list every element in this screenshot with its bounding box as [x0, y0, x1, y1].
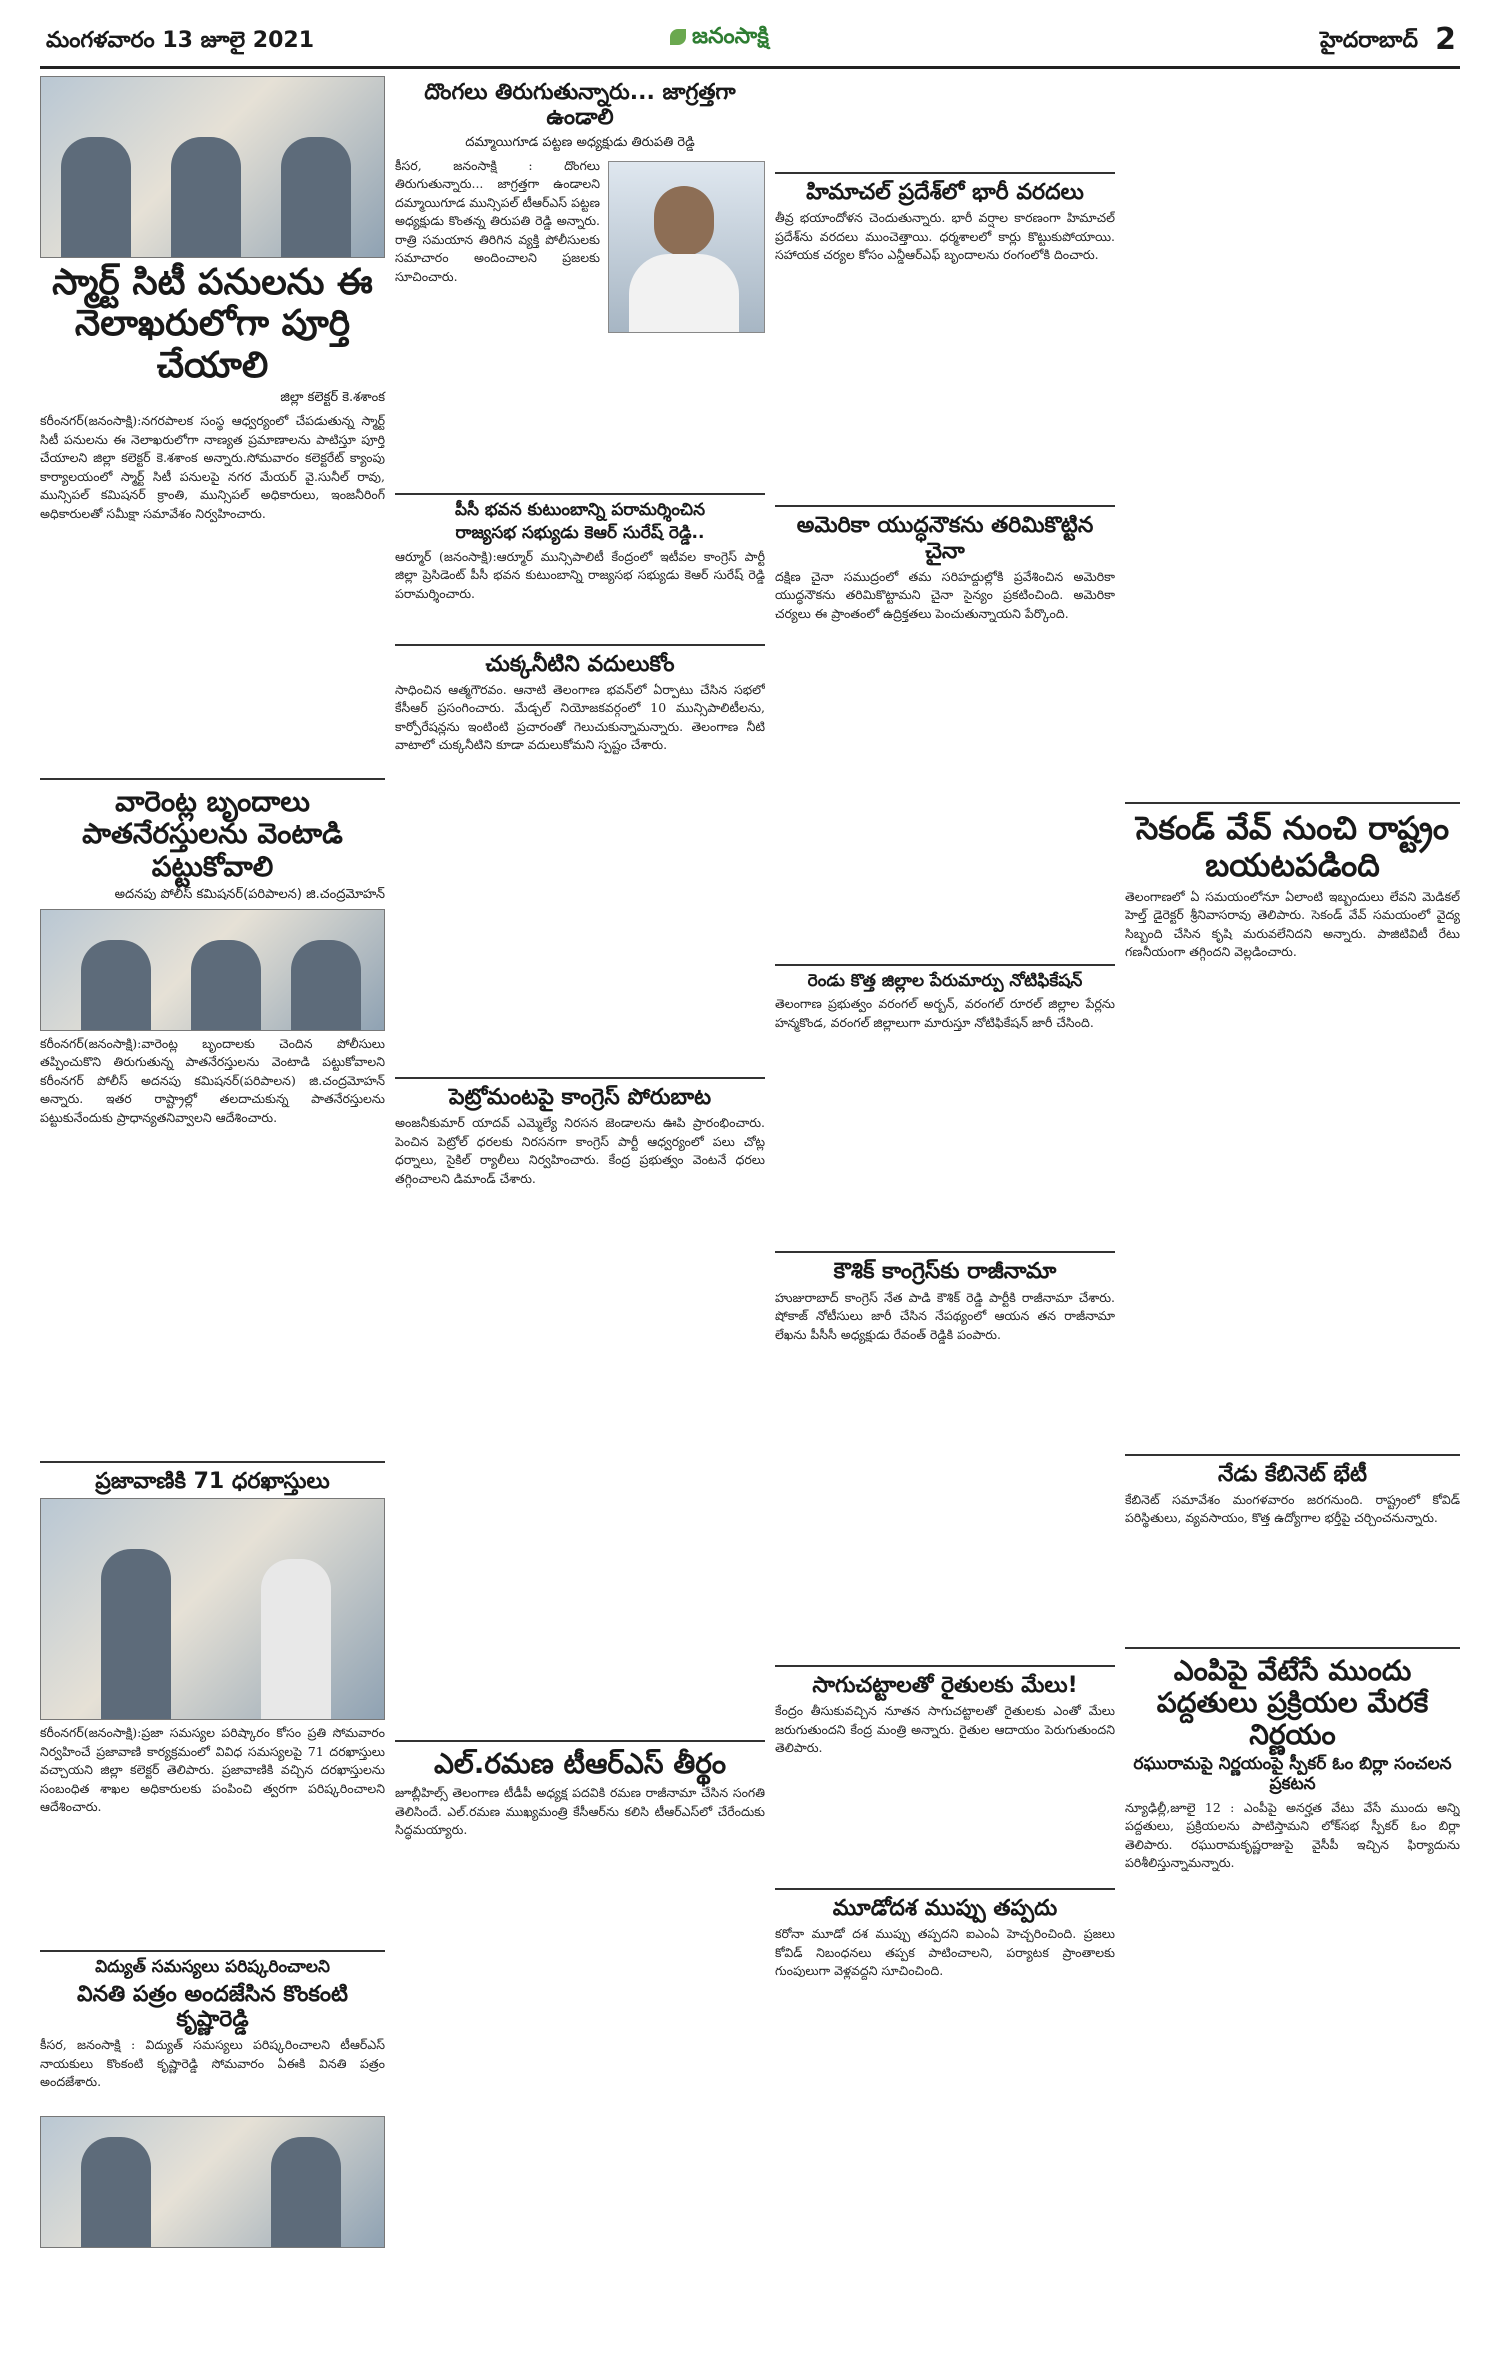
page-number: 2	[1435, 22, 1456, 57]
headline: స్మార్ట్ సిటీ పనులను ఈ నెలాఖరులోగా పూర్తి చేయాలి	[52, 262, 373, 386]
article-body: తెలంగాణలో ఏ సమయంలోనూ ఏలాంటి ఇబ్బందులు లేవని మెడికల్ హెల్త్ డైరెక్టర్ శ్రీనివాసరావు తెలిపారు. సెకండ్ వేవ్ సమయంలో వైద్య సిబ్బంది చేసిన కృషి మరువలేనిదని అన్నారు. పాజిటివిటీ రేటు గణనీయంగా తగ్గిందని వెల్లడించారు.	[1125, 888, 1460, 960]
subheadline: రఘురామపై నిర్ణయంపై స్పీకర్ ఓం బిర్లా సంచలన ప్రకటన	[1133, 1754, 1452, 1794]
headline: సెకండ్ వేవ్ నుంచి రాష్ట్రం బయటపడింది	[1135, 809, 1450, 884]
article-body: కేబినెట్ సమావేశం మంగళవారం జరగనుంది. రాష్ట్రంలో కోవిడ్ పరిస్థితులు, వ్యవసాయం, కొత్త ఉద్యోగాల భర్తీపై చర్చించనున్నారు.	[1125, 1491, 1460, 1526]
column-1	[40, 76, 385, 2248]
headline: విద్యుత్ సమస్యలు పరిష్కరించాలని	[95, 1957, 330, 1978]
byline: దమ్మాయిగూడ పట్టణ అధ్యక్షుడు తిరుపతి రెడ్డి	[465, 134, 695, 150]
headline: మూడోదశ ముప్పు తప్పదు	[832, 1896, 1058, 1922]
edition-city: హైదరాబాద్	[1320, 28, 1418, 53]
article-body: సాధించిన ఆత్మగౌరవం. ఆనాటి తెలంగాణ భవన్‌లో ఏర్పాటు చేసిన సభలో కేసీఆర్ ప్రసంగించారు. మేడ్చల్ నియోజకవర్గంలో 10 మున్సిపాలిటీలను, కార్పోరేషన్లను ఇంటింటి ప్రచారంతో గెలుచుకున్నామన్నారు. తెలంగాణ నీటి వాటాలో చుక్కనీటిని కూడా వదులుకోమని స్పష్టం చేశారు.	[395, 681, 765, 753]
article-body: ఆర్మూర్ (జనంసాక్షి):ఆర్మూర్ మున్సిపాలిటీ కేంద్రంలో ఇటీవల కాంగ్రెస్ పార్టీ జిల్లా ప్రెసిడెంట్ పీసీ భవన కుటుంబాన్ని రాజ్యసభ సభ్యుడు కెఆర్ సురేష్ రెడ్డి పరామర్శించారు.	[395, 548, 765, 601]
headline: దొంగలు తిరుగుతున్నారు... జాగ్రత్తగా ఉండాలి	[424, 80, 736, 131]
article-photo	[40, 909, 385, 1031]
portrait-photo	[608, 161, 765, 333]
masthead	[40, 18, 1460, 69]
issue-date: మంగళవారం 13 జూలై 2021	[46, 28, 315, 53]
article-body: కేంద్రం తీసుకువచ్చిన నూతన సాగుచట్టాలతో రైతులకు ఎంతో మేలు జరుగుతుందని కేంద్ర మంత్రి అన్నారు. రైతుల ఆదాయం పెరుగుతుందని తెలిపారు.	[775, 1703, 1115, 1756]
article-body: తెలంగాణ ప్రభుత్వం వరంగల్ అర్బన్, వరంగల్ రూరల్ జిల్లాల పేర్లను హన్మకొండ, వరంగల్ జిల్లాలుగా మారుస్తూ నోటిఫికేషన్ జారీ చేసింది.	[775, 996, 1115, 1030]
article-photo	[40, 76, 385, 258]
article-body: కరోనా మూడో దశ ముప్పు తప్పదని ఐఎంఏ హెచ్చరించింది. ప్రజలు కోవిడ్ నిబంధనలు తప్పక పాటించాలని, పర్యాటక ప్రాంతాలకు గుంపులుగా వెళ్లవద్దని సూచించింది.	[775, 1926, 1115, 1979]
headline: ప్రజావాణికి 71 ధరఖాస్తులు	[95, 1468, 330, 1494]
article-body: కీసర, జనంసాక్షి : విద్యుత్ సమస్యలు పరిష్కరించాలని టీఆర్ఎస్ నాయకులు కొంకంటి కృష్ణారెడ్డి సోమవారం ఏఈకి వినతి పత్రం అందజేశారు.	[40, 2037, 385, 2090]
article-photo	[40, 1498, 385, 1720]
article-body: తీవ్ర భయాందోళన చెందుతున్నారు. భారీ వర్షాల కారణంగా హిమాచల్ ప్రదేశ్‌ను వరదలు ముంచెత్తాయి. ధర్మశాలలో కార్లు కొట్టుకుపోయాయి. సహాయక చర్యల కోసం ఎన్డీఆర్ఎఫ్ బృందాలను రంగంలోకి దించారు.	[775, 210, 1115, 263]
article-body-continued	[775, 76, 1115, 166]
column-2	[395, 76, 765, 2034]
byline: అదనపు పోలీస్ కమిషనర్(పరిపాలన) జి.చంద్రమోహన్	[114, 886, 385, 902]
headline: వారెంట్ల బృందాలు పాతనేరస్తులను వెంటాడి పట్టుకోవాలి	[82, 785, 343, 883]
byline: జిల్లా కలెక్టర్ కె.శశాంక	[280, 390, 385, 406]
article-body: కరీంనగర్(జనంసాక్షి):ప్రజా సమస్యల పరిష్కారం కోసం ప్రతి సోమవారం నిర్వహించే ప్రజావాణి కార్యక్రమంలో వివిధ సమస్యలపై 71 దరఖాస్తులు వచ్చాయని జిల్లా కలెక్టర్ తెలిపారు. ప్రజావాణికి వచ్చిన దరఖాస్తులను సంబంధిత శాఖల అధికారులకు పంపించి త్వరగా పరిష్కరించాలని ఆదేశించారు.	[40, 1725, 385, 1815]
headline: చుక్కనీటిని వదులుకోం	[485, 651, 675, 677]
article-body: జూబ్లీహిల్స్ తెలంగాణ టీడీపీ అధ్యక్ష పదవికి రమణ రాజీనామా చేసిన సంగతి తెలిసిందే. ఎల్.రమణ ముఖ్యమంత్రి కేసీఆర్‌ను కలిసి టీఆర్ఎస్‌లో చేరేందుకు సిద్ధమయ్యారు.	[395, 1785, 765, 1838]
article-body: హుజురాబాద్ కాంగ్రెస్ నేత పాడి కౌశిక్ రెడ్డి పార్టీకి రాజీనామా చేశారు. షోకాజ్ నోటీసులు జారీ చేసిన నేపథ్యంలో ఆయన తన రాజీనామా లేఖను పీసీసీ అధ్యక్షుడు రేవంత్ రెడ్డికి పంపారు.	[775, 1289, 1115, 1342]
article-body-continued	[1125, 76, 1460, 796]
headline: సాగుచట్టాలతో రైతులకు మేలు!	[812, 1672, 1078, 1698]
headline: పీసీ భవన కుటుంబాన్ని పరామర్శించిన	[454, 499, 706, 520]
headline: కౌశిక్ కాంగ్రెస్‌కు రాజీనామా	[833, 1259, 1057, 1285]
headline: హిమాచల్ ప్రదేశ్‌లో భారీ వరదలు	[806, 180, 1084, 205]
paper-logo	[670, 24, 769, 54]
article-body: కీసర, జనంసాక్షి : దొంగలు తిరుగుతున్నారు... జాగ్రత్తగా ఉండాలని దమ్మాయిగూడ మున్సిపల్ టీఆర్ఎస్ పట్టణ అధ్యక్షుడు కొంతన్న తిరుపతి రెడ్డి అన్నారు. రాత్రి సమయాన తిరిగిన వ్యక్తి పోలీసులకు సమాచారం అందించాలని ప్రజలకు సూచించారు.	[395, 157, 600, 284]
column-3	[775, 76, 1115, 2075]
headline: ఎల్.రమణ టీఆర్ఎస్ తీర్థం	[433, 1747, 727, 1781]
article-body: న్యూఢిల్లీ,జూలై 12 : ఎంపీపై అనర్హత వేటు వేసే ముందు అన్ని పద్దతులు, ప్రక్రియలను పాటిస్తామని లోక్‌సభ స్పీకర్ ఓం బిర్లా తెలిపారు. రఘురామకృష్ణరాజుపై వైసీపీ ఇచ్చిన ఫిర్యాదును పరిశీలిస్తున్నామన్నారు.	[1125, 1799, 1460, 1871]
leaf-icon	[670, 29, 686, 45]
headline: ఎంపిపై వేటేసే ముందు పద్దతులు ప్రక్రియల మేరకే నిర్ణయం	[1156, 1653, 1429, 1752]
headline: రెండు కొత్త జిల్లాల పేరుమార్పు నోటిఫికేషన్	[807, 970, 1083, 991]
subheadline: రాజ్యసభ సభ్యుడు కెఆర్ సురేష్ రెడ్డి..	[455, 523, 705, 544]
newspaper-page	[40, 18, 1460, 2338]
headline: నేడు కేబినెట్ భేటీ	[1217, 1461, 1367, 1487]
article-body: దక్షిణ చైనా సముద్రంలో తమ సరిహద్దుల్లోకి ప్రవేశించిన అమెరికా యుద్ధనౌకను తరిమికొట్టామని చైనా సైన్యం ప్రకటించింది. అమెరికా చర్యలు ఈ ప్రాంతంలో ఉద్రిక్తతలు పెంచుతున్నాయని పేర్కొంది.	[775, 568, 1115, 621]
article-photo	[40, 2116, 385, 2248]
article-body: కరీంనగర్(జనంసాక్షి):నగరపాలక సంస్థ ఆధ్వర్యంలో చేపడుతున్న స్మార్ట్ సిటీ పనులను ఈ నెలాఖరులోగా నాణ్యత ప్రమాణాలను పాటిస్తూ పూర్తి చేయాలని జిల్లా కలెక్టర్ కె.శశాంక అన్నారు.సోమవారం కలెక్టరేట్ క్యాంపు కార్యాలయంలో స్మార్ట్ సిటీ పనులపై నగర మేయర్ వై.సునీల్ రావు, మున్సిపల్ కమిషనర్ క్రాంతి, మున్సిపల్ అధికారులు, ఇంజనీరింగ్ అధికారులతో సమీక్షా సమావేశం నిర్వహించారు.	[40, 413, 385, 521]
column-4	[1125, 76, 1460, 2239]
paper-name: జనంసాక్షి	[692, 24, 769, 49]
subheadline: వినతి పత్రం అందజేసిన కొంకంటి కృష్ణారెడ్డి	[76, 1981, 349, 2032]
headline: పెట్రోమంటపై కాంగ్రెస్ పోరుబాట	[448, 1084, 712, 1110]
headline: అమెరికా యుద్ధనౌకను తరిమికొట్టిన చైనా	[796, 513, 1094, 564]
article-body: అంజనీకుమార్ యాదవ్ ఎమ్మెల్యే నిరసన జెండాలను ఊపి ప్రారంభించారు. పెంచిన పెట్రోల్ ధరలకు నిరసనగా కాంగ్రెస్ పార్టీ ఆధ్వర్యంలో పలు చోట్ల ధర్నాలు, సైకిల్ ర్యాలీలు నిర్వహించారు. కేంద్ర ప్రభుత్వం వెంటనే ధరలు తగ్గించాలని డిమాండ్ చేశారు.	[395, 1115, 765, 1186]
article-body: కరీంనగర్(జనంసాక్షి):వారెంట్ల బృందాలకు చెందిన పోలీసులు తప్పించుకొని తిరుగుతున్న పాతనేరస్తులను వెంటాడి పట్టుకోవాలని కరీంనగర్ పోలీస్ అదనపు కమిషనర్(పరిపాలన) జి.చంద్రమోహన్ అన్నారు. ఇతర రాష్ట్రాల్లో తలదాచుకున్న పాతనేరస్తులను పట్టుకునేందుకు ప్రాధాన్యతనివ్వాలని ఆదేశించారు.	[40, 1035, 385, 1125]
